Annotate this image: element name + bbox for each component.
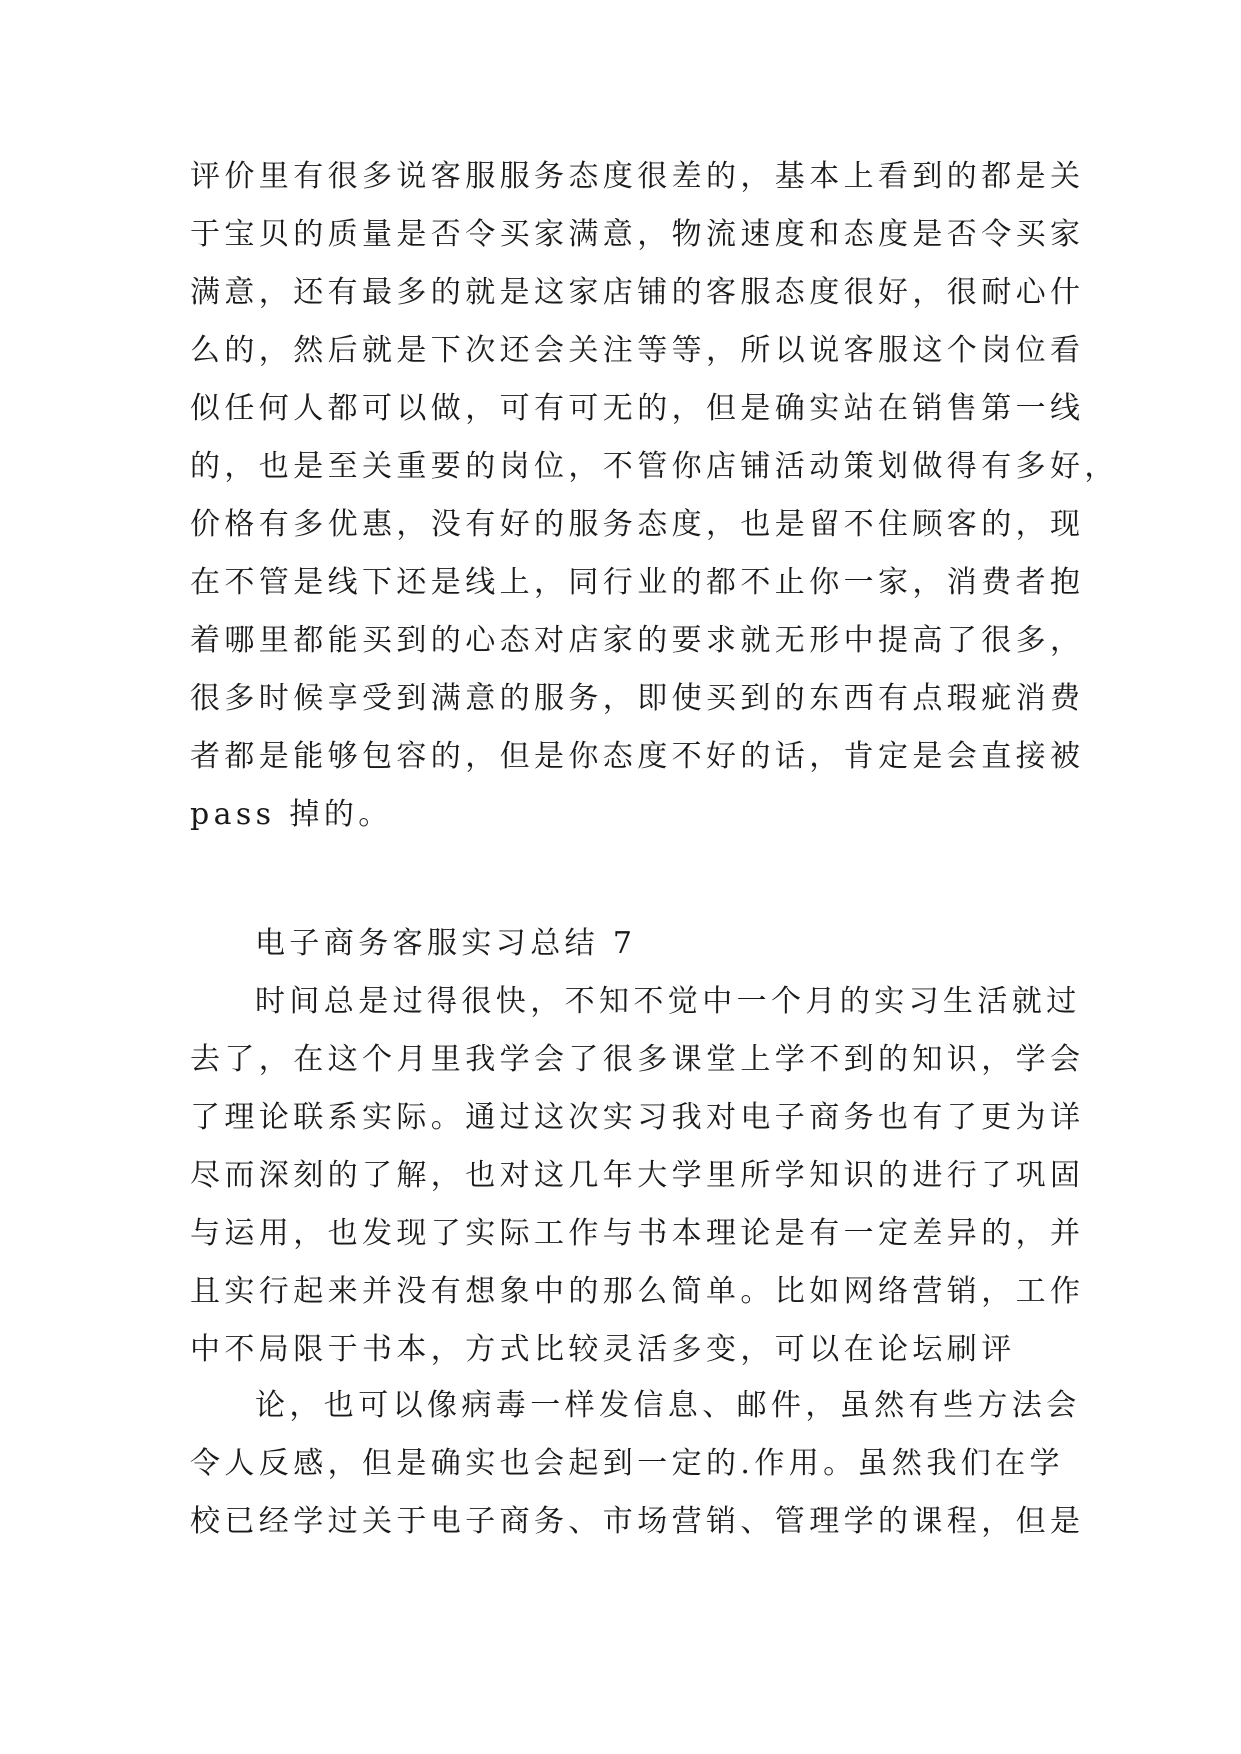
text-line: 满意，还有最多的就是这家店铺的客服态度很好，很耐心什	[190, 275, 1085, 310]
text-line: 了理论联系实际。通过这次实习我对电子商务也有了更为详	[190, 1100, 1085, 1135]
text-line: pass 掉的。	[190, 797, 393, 832]
paragraph-online-marketing	[190, 1377, 1085, 1551]
text-line: 校已经学过关于电子商务、市场营销、管理学的课程，但是	[190, 1504, 1085, 1539]
text-line: 价格有多优惠，没有好的服务态度，也是留不住顾客的，现	[190, 507, 1085, 542]
text-line: 评价里有很多说客服服务态度很差的，基本上看到的都是关	[190, 159, 1085, 194]
section-internship-summary-7	[190, 915, 1085, 1379]
text-line: 者都是能够包容的，但是你态度不好的话，肯定是会直接被	[190, 739, 1085, 774]
text-line: 去了，在这个月里我学会了很多课堂上学不到的知识，学会	[190, 1042, 1085, 1077]
text-line: 似任何人都可以做，可有可无的，但是确实站在销售第一线	[190, 391, 1085, 426]
text-line: 中不局限于书本，方式比较灵活多变，可以在论坛刷评	[190, 1332, 1016, 1367]
text-line: 论，也可以像病毒一样发信息、邮件，虽然有些方法会	[255, 1388, 1081, 1423]
text-line: 的，也是至关重要的岗位，不管你店铺活动策划做得有多好，	[190, 449, 1119, 484]
text-line: 与运用，也发现了实际工作与书本理论是有一定差异的，并	[190, 1216, 1085, 1251]
text-line: 么的，然后就是下次还会关注等等，所以说客服这个岗位看	[190, 333, 1085, 368]
paragraph-customer-service	[190, 148, 1119, 844]
text-line: 且实行起来并没有想象中的那么简单。比如网络营销，工作	[190, 1274, 1085, 1309]
section-title: 电子商务客服实习总结 7	[255, 926, 637, 961]
text-line: 在不管是线下还是线上，同行业的都不止你一家，消费者抱	[190, 565, 1085, 600]
text-line: 时间总是过得很快，不知不觉中一个月的实习生活就过	[255, 984, 1081, 1019]
text-line: 着哪里都能买到的心态对店家的要求就无形中提高了很多，	[190, 623, 1085, 658]
text-line: 尽而深刻的了解，也对这几年大学里所学知识的进行了巩固	[190, 1158, 1085, 1193]
text-line: 令人反感，但是确实也会起到一定的.作用。虽然我们在学	[190, 1446, 1064, 1481]
text-line: 于宝贝的质量是否令买家满意，物流速度和态度是否令买家	[190, 217, 1085, 252]
text-line: 很多时候享受到满意的服务，即使买到的东西有点瑕疵消费	[190, 681, 1085, 716]
